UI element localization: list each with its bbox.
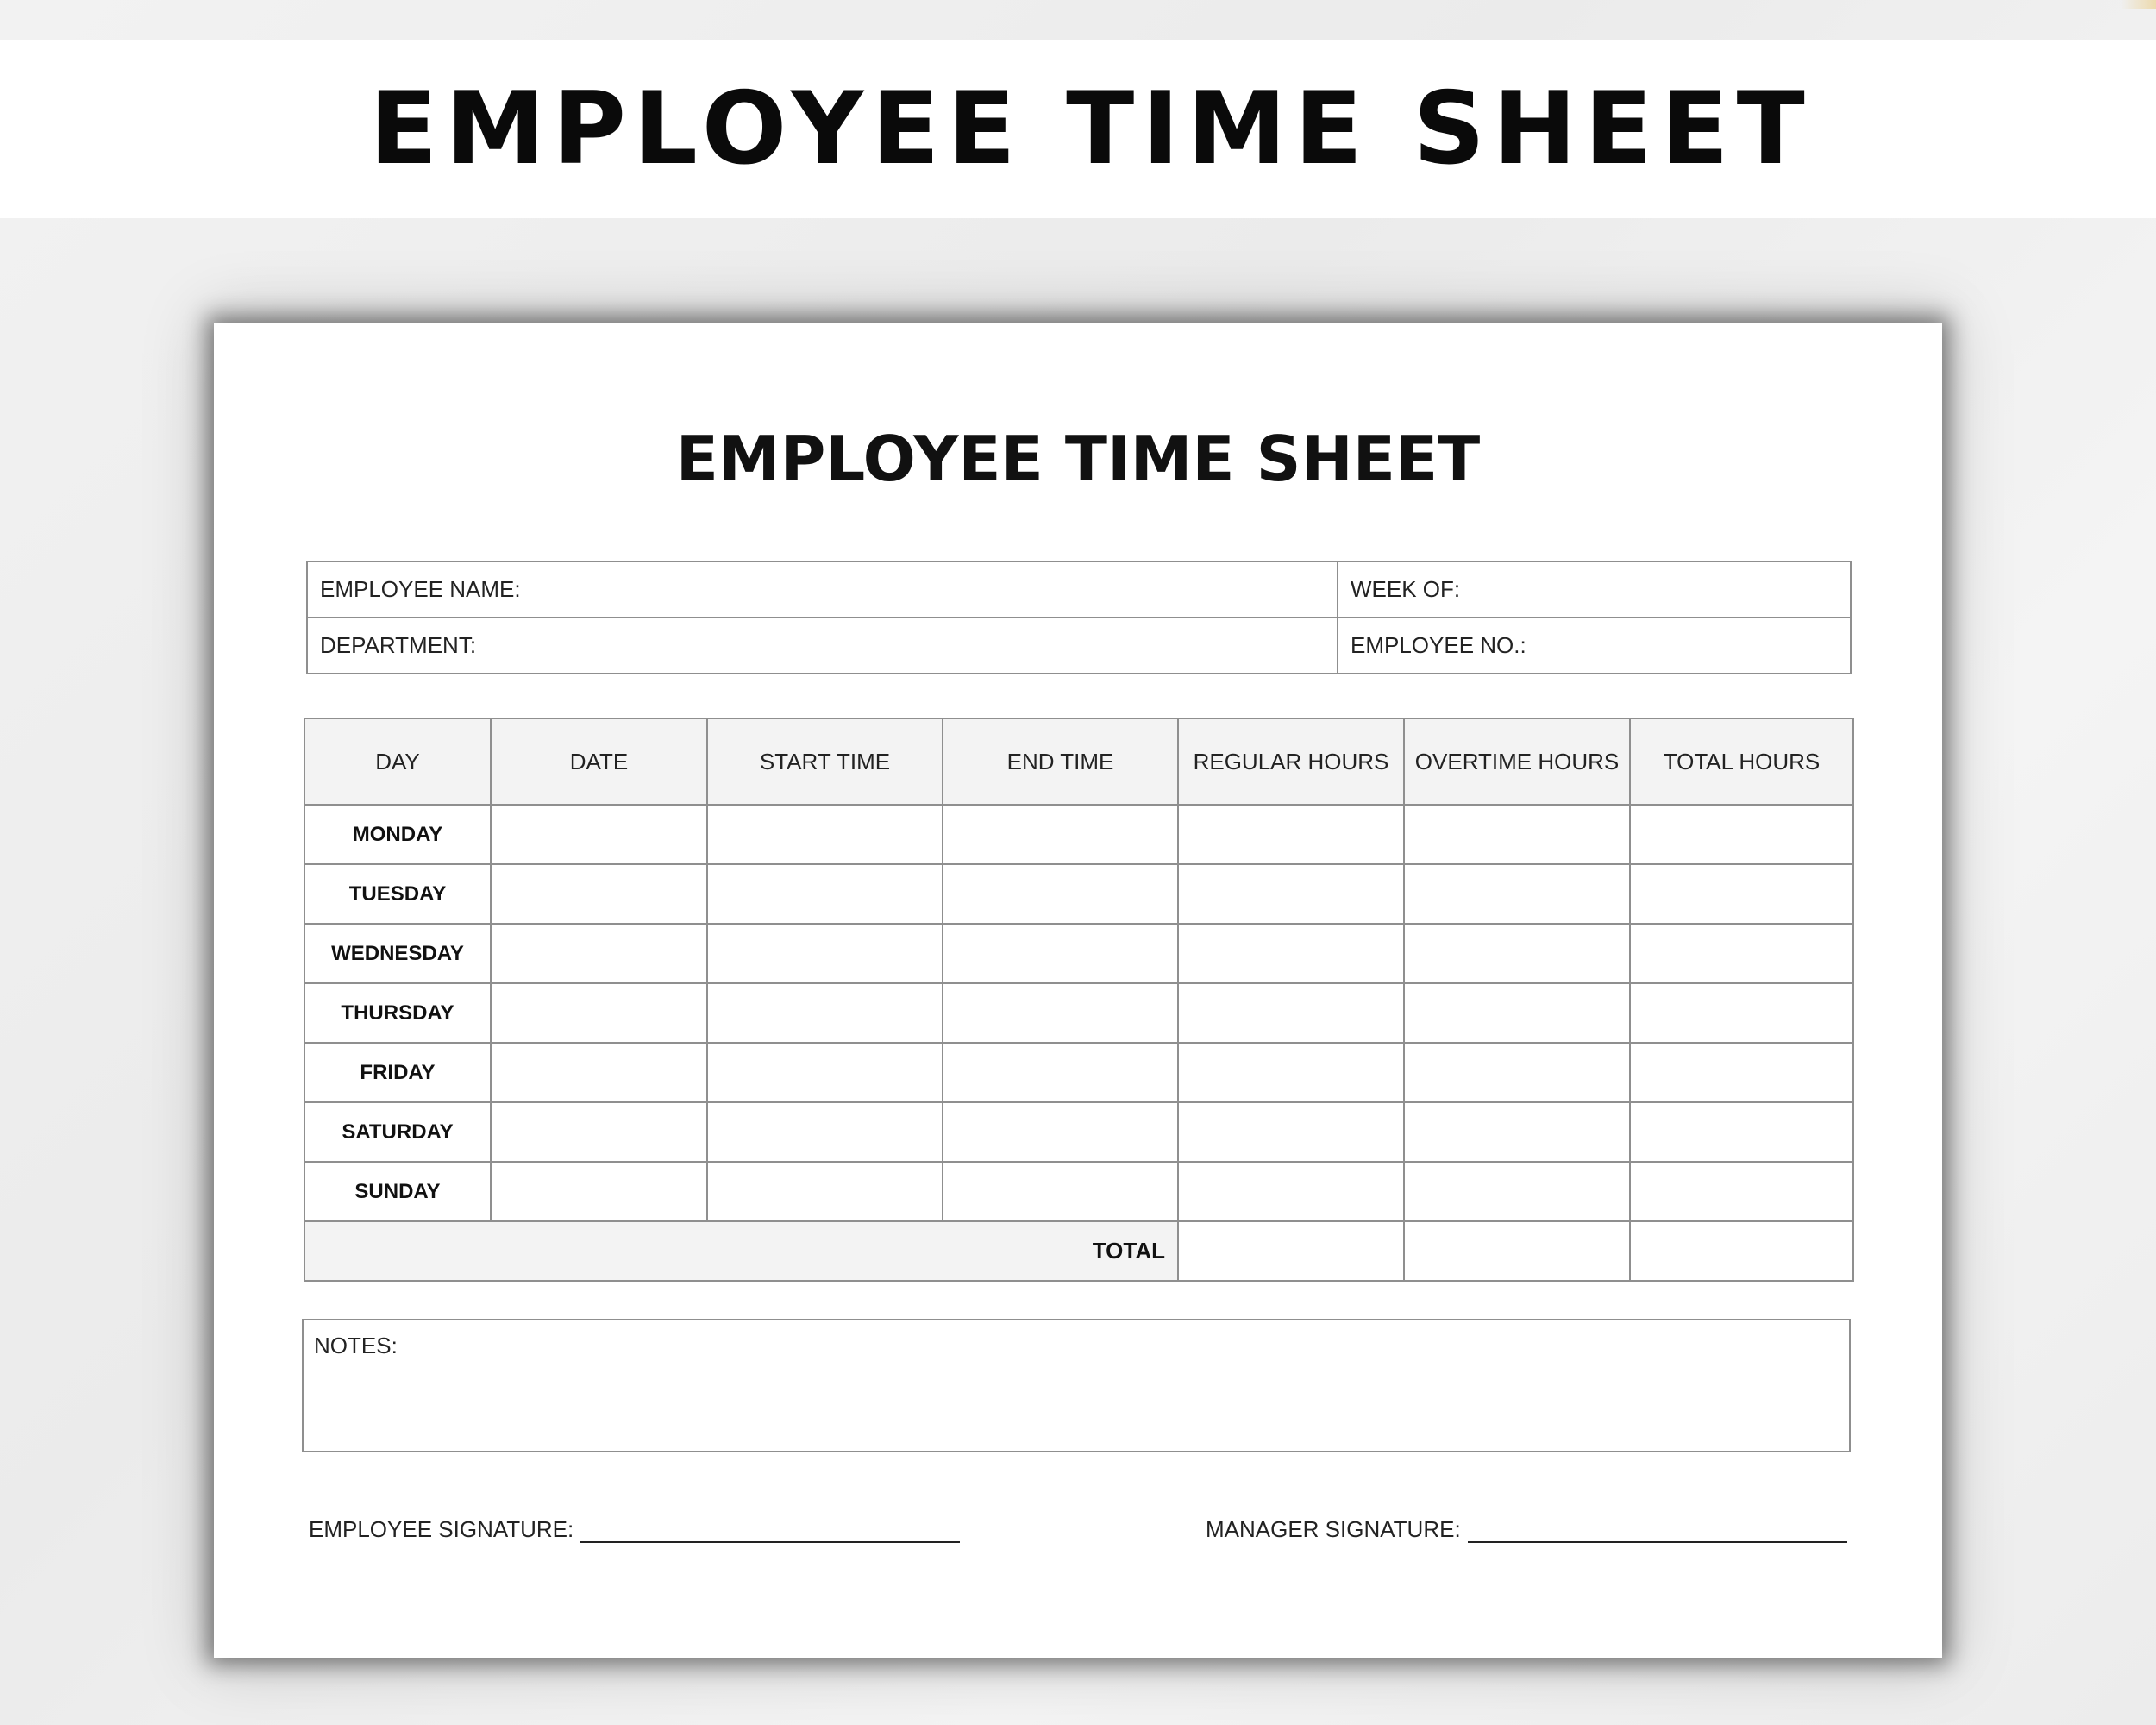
day-label: FRIDAY bbox=[304, 1043, 491, 1102]
corner-accent bbox=[2122, 0, 2156, 9]
overtime-hours-cell[interactable] bbox=[1404, 864, 1630, 924]
end-time-cell[interactable] bbox=[943, 864, 1178, 924]
start-time-cell[interactable] bbox=[707, 1043, 943, 1102]
employee-info-table bbox=[306, 561, 1852, 674]
notes-box[interactable] bbox=[302, 1319, 1851, 1452]
timesheet-document bbox=[214, 323, 1942, 1658]
day-label: THURSDAY bbox=[304, 983, 491, 1043]
total-hours-cell[interactable] bbox=[1630, 805, 1853, 864]
start-time-cell[interactable] bbox=[707, 805, 943, 864]
column-header-total-hours: TOTAL HOURS bbox=[1630, 718, 1853, 805]
overtime-hours-cell[interactable] bbox=[1404, 805, 1630, 864]
column-header-day: DAY bbox=[304, 718, 491, 805]
start-time-cell[interactable] bbox=[707, 924, 943, 983]
end-time-cell[interactable] bbox=[943, 805, 1178, 864]
table-row bbox=[304, 805, 1853, 864]
notes-label: NOTES: bbox=[314, 1333, 398, 1358]
total-hours-cell[interactable] bbox=[1630, 1162, 1853, 1221]
overtime-hours-cell[interactable] bbox=[1404, 1162, 1630, 1221]
table-row bbox=[304, 983, 1853, 1043]
date-cell[interactable] bbox=[491, 983, 707, 1043]
manager-signature-line[interactable] bbox=[1468, 1521, 1847, 1543]
overtime-hours-cell[interactable] bbox=[1404, 1043, 1630, 1102]
header-banner bbox=[0, 40, 2156, 218]
start-time-cell[interactable] bbox=[707, 1102, 943, 1162]
overtime-hours-cell[interactable] bbox=[1404, 983, 1630, 1043]
date-cell[interactable] bbox=[491, 805, 707, 864]
date-cell[interactable] bbox=[491, 924, 707, 983]
total-overtime-hours-cell[interactable] bbox=[1404, 1221, 1630, 1281]
manager-signature bbox=[1206, 1516, 1847, 1543]
column-header-regular-hours: REGULAR HOURS bbox=[1178, 718, 1404, 805]
employee-signature-line[interactable] bbox=[580, 1521, 960, 1543]
column-header-start-time: START TIME bbox=[707, 718, 943, 805]
total-hours-cell[interactable] bbox=[1630, 924, 1853, 983]
total-hours-cell[interactable] bbox=[1630, 1102, 1853, 1162]
document-title: EMPLOYEE TIME SHEET bbox=[675, 423, 1481, 495]
start-time-cell[interactable] bbox=[707, 983, 943, 1043]
department-field[interactable]: DEPARTMENT: bbox=[307, 618, 1338, 674]
date-cell[interactable] bbox=[491, 864, 707, 924]
column-header-overtime-hours: OVERTIME HOURS bbox=[1404, 718, 1630, 805]
end-time-cell[interactable] bbox=[943, 924, 1178, 983]
week-of-field[interactable]: WEEK OF: bbox=[1338, 561, 1851, 618]
banner-title: EMPLOYEE TIME SHEET bbox=[369, 70, 1813, 187]
day-label: TUESDAY bbox=[304, 864, 491, 924]
regular-hours-cell[interactable] bbox=[1178, 983, 1404, 1043]
manager-signature-label: MANAGER SIGNATURE: bbox=[1206, 1516, 1461, 1542]
date-cell[interactable] bbox=[491, 1043, 707, 1102]
table-row bbox=[304, 924, 1853, 983]
employee-no-field[interactable]: EMPLOYEE NO.: bbox=[1338, 618, 1851, 674]
date-cell[interactable] bbox=[491, 1102, 707, 1162]
end-time-cell[interactable] bbox=[943, 1102, 1178, 1162]
total-hours-cell[interactable] bbox=[1630, 1043, 1853, 1102]
table-row bbox=[304, 1162, 1853, 1221]
start-time-cell[interactable] bbox=[707, 864, 943, 924]
regular-hours-cell[interactable] bbox=[1178, 1162, 1404, 1221]
total-hours-cell[interactable] bbox=[1630, 864, 1853, 924]
employee-signature bbox=[309, 1516, 960, 1543]
overtime-hours-cell[interactable] bbox=[1404, 924, 1630, 983]
total-hours-cell[interactable] bbox=[1630, 983, 1853, 1043]
end-time-cell[interactable] bbox=[943, 1162, 1178, 1221]
table-header-row bbox=[304, 718, 1853, 805]
total-regular-hours-cell[interactable] bbox=[1178, 1221, 1404, 1281]
employee-name-field[interactable]: EMPLOYEE NAME: bbox=[307, 561, 1338, 618]
end-time-cell[interactable] bbox=[943, 1043, 1178, 1102]
overtime-hours-cell[interactable] bbox=[1404, 1102, 1630, 1162]
table-row bbox=[304, 1043, 1853, 1102]
total-label: TOTAL bbox=[304, 1221, 1178, 1281]
day-label: WEDNESDAY bbox=[304, 924, 491, 983]
start-time-cell[interactable] bbox=[707, 1162, 943, 1221]
regular-hours-cell[interactable] bbox=[1178, 924, 1404, 983]
date-cell[interactable] bbox=[491, 1162, 707, 1221]
info-row bbox=[307, 561, 1851, 618]
day-label: MONDAY bbox=[304, 805, 491, 864]
day-label: SATURDAY bbox=[304, 1102, 491, 1162]
column-header-end-time: END TIME bbox=[943, 718, 1178, 805]
day-label: SUNDAY bbox=[304, 1162, 491, 1221]
regular-hours-cell[interactable] bbox=[1178, 1043, 1404, 1102]
table-row bbox=[304, 864, 1853, 924]
regular-hours-cell[interactable] bbox=[1178, 1102, 1404, 1162]
regular-hours-cell[interactable] bbox=[1178, 864, 1404, 924]
regular-hours-cell[interactable] bbox=[1178, 805, 1404, 864]
grand-total-hours-cell[interactable] bbox=[1630, 1221, 1853, 1281]
column-header-date: DATE bbox=[491, 718, 707, 805]
employee-signature-label: EMPLOYEE SIGNATURE: bbox=[309, 1516, 574, 1542]
info-row bbox=[307, 618, 1851, 674]
table-row bbox=[304, 1102, 1853, 1162]
total-row bbox=[304, 1221, 1853, 1281]
end-time-cell[interactable] bbox=[943, 983, 1178, 1043]
hours-table bbox=[304, 718, 1854, 1282]
